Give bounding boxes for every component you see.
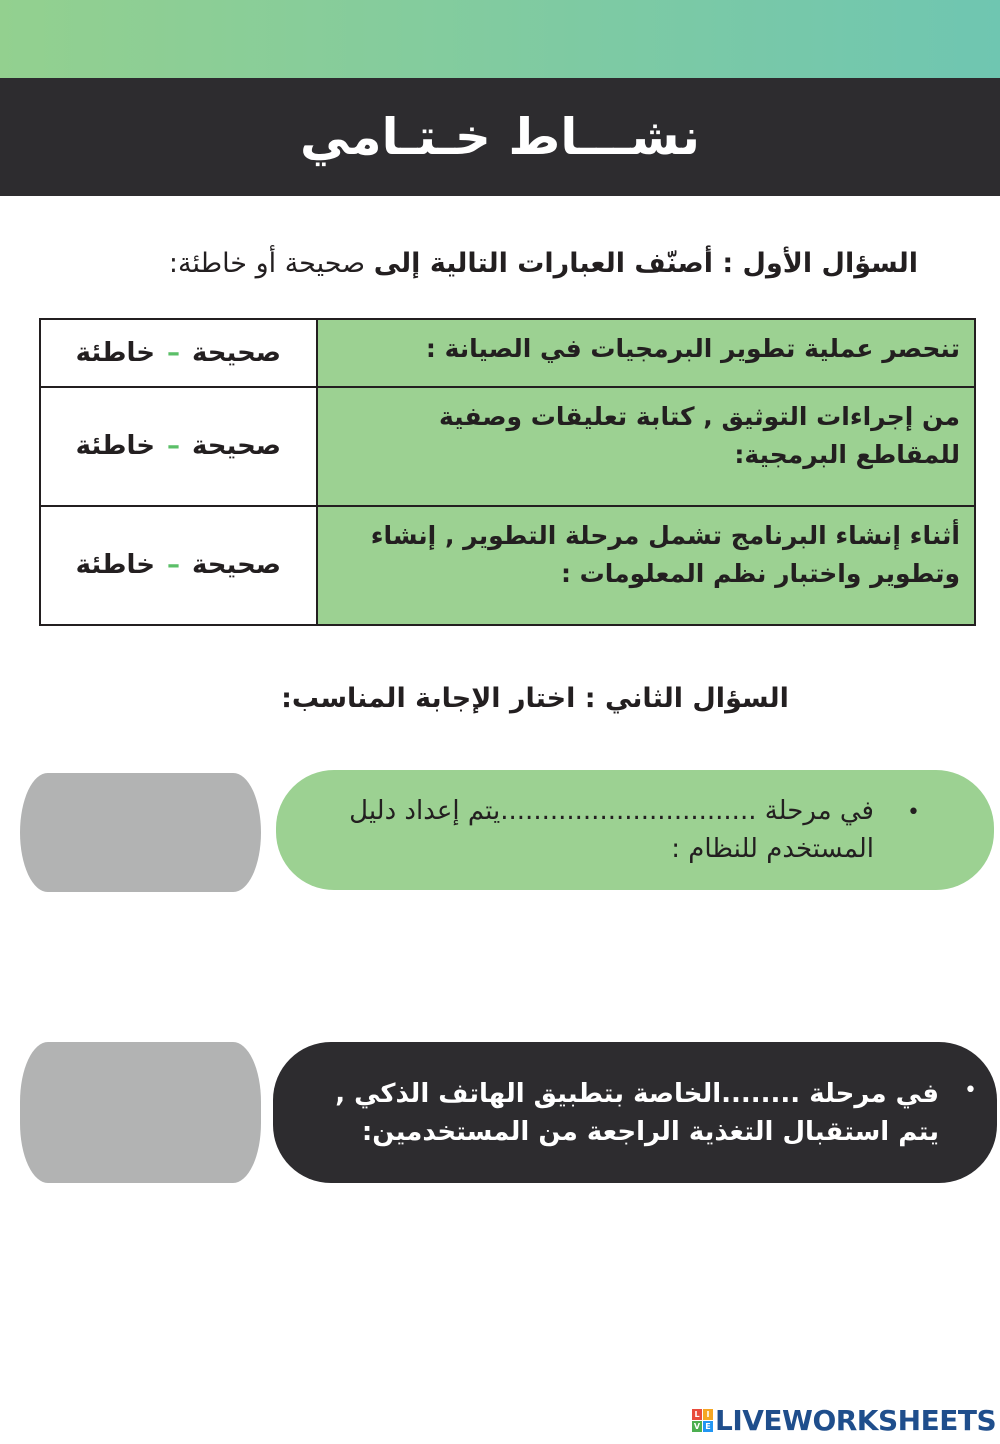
option-separator: –	[167, 550, 181, 581]
logo-letter: L	[692, 1409, 702, 1420]
option-separator: –	[167, 337, 181, 368]
false-option[interactable]: خاطئة	[75, 337, 156, 368]
answer-drop-box-2[interactable]	[20, 1042, 261, 1183]
question-1-heading-bold: السؤال الأول : أصنّف العبارات التالية إلى	[373, 248, 918, 279]
top-gradient-band	[0, 0, 1000, 78]
choices-cell	[40, 506, 317, 625]
question-2-item-2-text	[335, 1075, 957, 1151]
logo-text: LIVEWORKSHEETS	[715, 1403, 997, 1437]
logo-letter: I	[703, 1409, 713, 1420]
true-false-table	[39, 318, 976, 626]
statement-cell: تنحصر عملية تطوير البرمجيات في الصيانة :	[317, 319, 975, 387]
false-option[interactable]: خاطئة	[75, 431, 156, 462]
page-title: نشـــاط خـتـامي	[300, 108, 700, 166]
logo-letter: V	[693, 1421, 701, 1431]
title-bar	[0, 78, 1000, 196]
table-row	[40, 506, 975, 625]
statement-cell: من إجراءات التوثيق , كتابة تعليقات وصفية للمقاطع البرمجية:	[317, 387, 975, 506]
question-1-heading	[169, 248, 918, 279]
liveworksheets-logo	[692, 1402, 996, 1438]
logo-mark-icon	[692, 1409, 713, 1432]
bullet-icon: •	[964, 1078, 977, 1103]
false-option[interactable]: خاطئة	[75, 550, 156, 581]
bullet-icon: •	[907, 800, 920, 825]
option-separator: –	[167, 431, 181, 462]
item-line: في مرحلة ...............................يتم إعداد دليل	[349, 796, 874, 826]
item-line: في مرحلة ........الخاصة بتطبيق الهاتف الذكي ,	[335, 1078, 939, 1109]
answer-drop-box-1[interactable]	[20, 773, 261, 892]
question-1-heading-light: صحيحة أو خاطئة:	[168, 248, 374, 279]
table-row	[40, 319, 975, 387]
choices-cell	[40, 387, 317, 506]
statement-cell: أثناء إنشاء البرنامج تشمل مرحلة التطوير , إنشاء وتطوير واختبار نظم المعلومات :	[317, 506, 975, 625]
choices-cell	[40, 319, 317, 387]
table-row	[40, 387, 975, 506]
question-2-item-2	[273, 1042, 997, 1183]
true-option[interactable]: صحيحة	[192, 337, 281, 368]
item-line: يتم استقبال التغذية الراجعة من المستخدمين:	[361, 1116, 939, 1147]
true-option[interactable]: صحيحة	[192, 550, 281, 581]
true-option[interactable]: صحيحة	[192, 431, 281, 462]
logo-letter: E	[703, 1421, 713, 1432]
question-2-item-1-text	[349, 792, 914, 868]
question-2-item-1	[276, 770, 994, 890]
question-2-heading: السؤال الثاني : اختار الإجابة المناسب:	[281, 683, 789, 714]
item-line: المستخدم للنظام :	[671, 834, 874, 864]
